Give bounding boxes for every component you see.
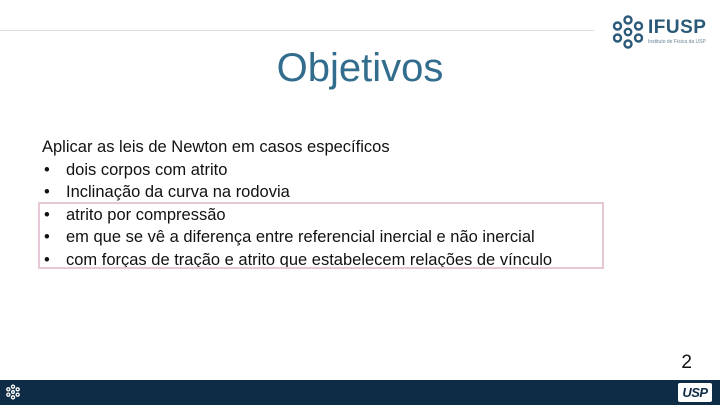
slide-body	[42, 136, 552, 271]
logo-text: IFUSP	[648, 17, 707, 38]
bullet-dot: •	[44, 205, 50, 224]
bullet-dot: •	[44, 228, 50, 246]
bullet-item	[42, 226, 552, 249]
usp-logo-text: USP	[682, 385, 708, 400]
header-rule	[0, 30, 594, 31]
bullet-dot: •	[44, 160, 50, 179]
bullet-item	[42, 204, 552, 227]
atom-icon	[610, 14, 646, 50]
bullet-text: atrito por compressão	[66, 205, 226, 224]
ifusp-logo	[610, 14, 710, 50]
bullet-text: com forças de tração e atrito que estabelecem relações de vínculo	[66, 250, 553, 269]
usp-logo	[678, 383, 712, 402]
logo-subtitle: Instituto de Física da USP	[648, 39, 706, 45]
atom-icon	[5, 384, 21, 400]
bullet-list	[42, 159, 552, 272]
footer-bar	[0, 380, 720, 405]
slide-title: Objetivos	[276, 46, 444, 90]
bullet-item	[42, 181, 552, 204]
bullet-item	[42, 159, 552, 182]
bullet-dot: •	[44, 250, 50, 269]
bullet-text: dois corpos com atrito	[66, 160, 228, 179]
bullet-text: em que se vê a diferença entre referencial inercial e não inercial	[66, 228, 535, 246]
bullet-dot: •	[44, 183, 50, 201]
page-number: 2	[681, 352, 692, 373]
lead-text: Aplicar as leis de Newton em casos específicos	[42, 138, 390, 156]
bullet-text: Inclinação da curva na rodovia	[66, 183, 290, 201]
bullet-item	[42, 249, 552, 272]
